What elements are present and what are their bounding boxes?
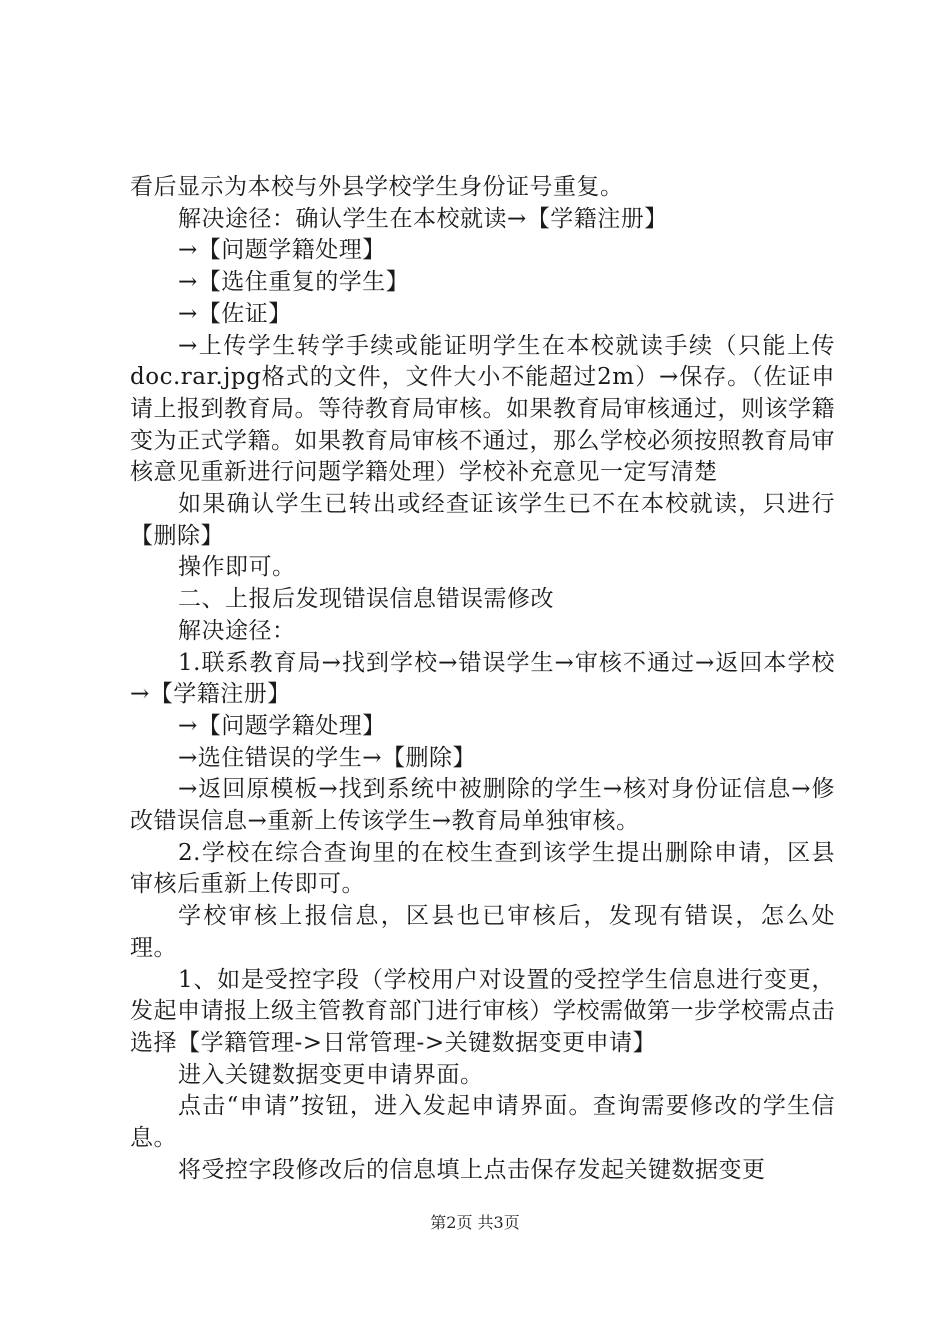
page-number-label: 第2页 共3页 xyxy=(430,1213,520,1232)
page-footer xyxy=(0,1213,950,1233)
paragraph-1: 看后显示为本校与外县学校学生身份证号重复。 xyxy=(130,174,624,200)
paragraph-14: →返回原模板→找到系统中被删除的学生→核对身份证信息→修改错误信息→重新上传该学生→教育局单独审核。 xyxy=(130,776,835,835)
paragraph-15: 2.学校在综合查询里的在校生查到该学生提出删除申请，区县审核后重新上传即可。 xyxy=(130,839,835,898)
paragraph-10: 解决途径： xyxy=(178,617,296,644)
paragraph-11: 1.联系教育局→找到学校→错误学生→审核不通过→返回本学校→【学籍注册】 xyxy=(130,649,835,708)
paragraph-7: 如果确认学生已转出或经查证该学生已不在本校就读，只进行【删除】 xyxy=(130,491,835,549)
paragraph-3: →【问题学籍处理】 xyxy=(178,237,386,264)
paragraph-13: →选住错误的学生→【删除】 xyxy=(178,744,477,771)
paragraph-6: →上传学生转学手续或能证明学生在本校就读手续（只能上传doc.rar.jpg格式的文件，文件大小不能超过2m）→保存。（佐证申请上报到教育局。等待教育局审核。如果教育局审核通过，则该学籍变为正式学籍。如果教育局审核不通过，那么学校必须按照教育局审核意见重新进行问题学籍处理）学校补充意见一定写清楚 xyxy=(130,332,835,486)
paragraph-20: 将受控字段修改后的信息填上点击保存发起关键数据变更 xyxy=(178,1156,766,1183)
paragraph-5: →【佐证】 xyxy=(178,300,292,327)
paragraph-18: 进入关键数据变更申请界面。 xyxy=(178,1061,484,1088)
paragraph-17: 1、如是受控字段（学校用户对设置的受控学生信息进行变更，发起申请报上级主管教育部门进行审核）学校需做第一步学校需点击选择【学籍管理->日常管理->关键数据变更申请】 xyxy=(130,966,835,1056)
paragraph-16: 学校审核上报信息，区县也已审核后，发现有错误，怎么处理。 xyxy=(130,903,835,961)
paragraph-12: →【问题学籍处理】 xyxy=(178,712,386,739)
paragraph-9: 二、上报后发现错误信息错误需修改 xyxy=(178,586,554,613)
paragraph-8: 操作即可。 xyxy=(178,554,296,581)
paragraph-2: 解决途径：确认学生在本校就读→【学籍注册】 xyxy=(178,205,668,232)
paragraph-4: →【选住重复的学生】 xyxy=(178,269,410,296)
document-body xyxy=(130,172,835,1187)
paragraph-19: 点击“申请”按钮，进入发起申请界面。查询需要修改的学生信息。 xyxy=(130,1093,835,1152)
